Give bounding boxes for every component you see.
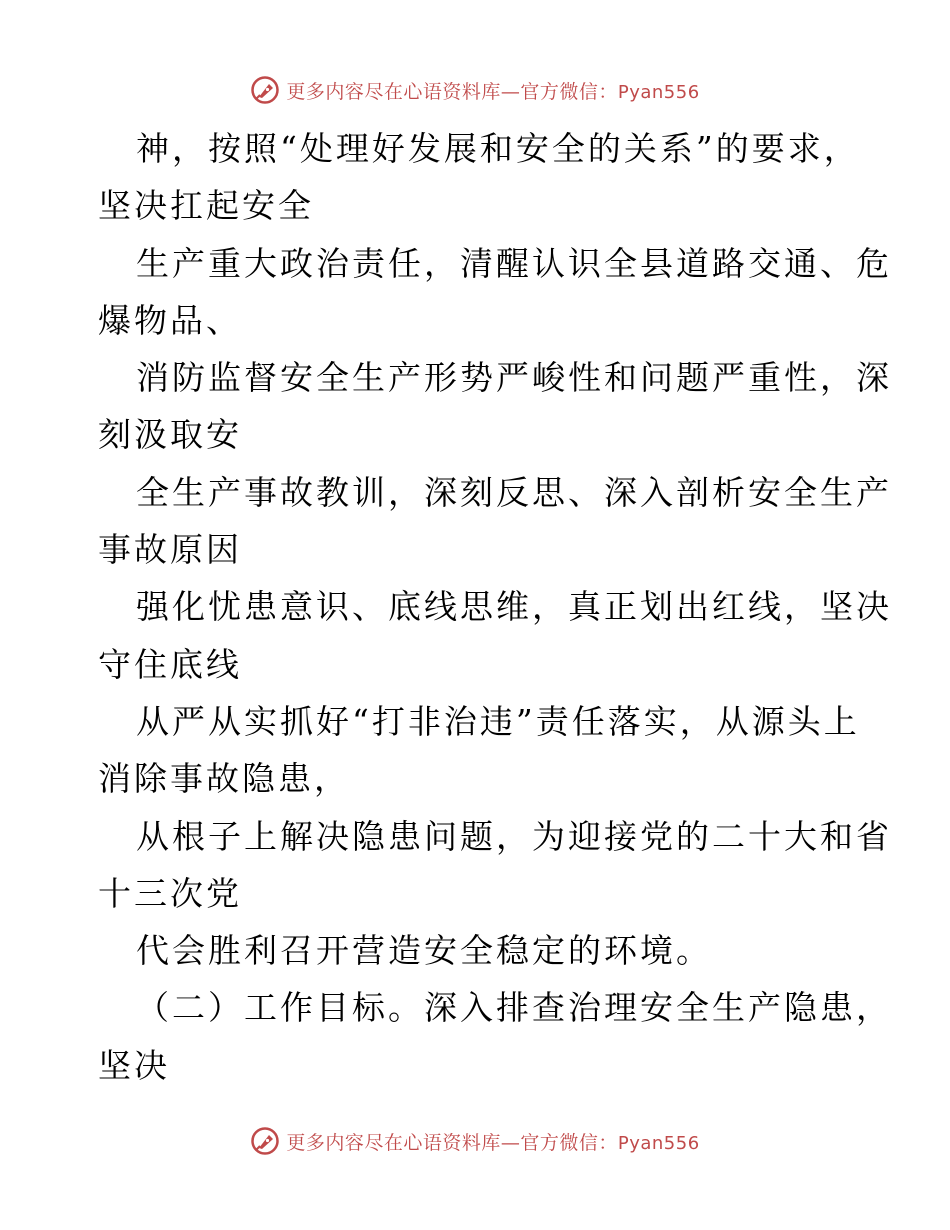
pen-nib-logo-icon bbox=[250, 75, 280, 105]
text-line: 强化忧患意识、底线思维，真正划出红线，坚决 bbox=[136, 587, 892, 627]
text-line: 事故原因 bbox=[98, 530, 242, 570]
footer-watermark bbox=[0, 1121, 950, 1161]
text-line: 刻汲取安 bbox=[98, 415, 242, 455]
header-watermark bbox=[0, 70, 950, 110]
document-body bbox=[98, 120, 892, 1094]
text-line: 爆物品、 bbox=[98, 300, 242, 340]
text-line: 生产重大政治责任，清醒认识全县道路交通、危 bbox=[136, 243, 892, 283]
header-watermark-text: 更多内容尽在心语资料库—官方微信：Pyan556 bbox=[286, 80, 700, 103]
footer-watermark-text: 更多内容尽在心语资料库—官方微信：Pyan556 bbox=[286, 1131, 700, 1154]
text-line: 从严从实抓好“打非治违”责任落实，从源头上 bbox=[136, 701, 860, 741]
text-line: 十三次党 bbox=[98, 873, 242, 913]
text-line: 坚决扛起安全 bbox=[98, 186, 314, 226]
pen-nib-logo-icon bbox=[250, 1126, 280, 1156]
text-line: 消防监督安全生产形势严峻性和问题严重性，深 bbox=[136, 358, 892, 398]
text-line: 消除事故隐患， bbox=[98, 759, 350, 799]
text-line: 神，按照“处理好发展和安全的关系”的要求， bbox=[136, 129, 860, 168]
wechat-id: Pyan556 bbox=[617, 81, 700, 103]
text-line: 守住底线 bbox=[98, 644, 242, 684]
text-line: 全生产事故教训，深刻反思、深入剖析安全生产 bbox=[136, 472, 892, 512]
text-line: （二）工作目标。深入排查治理安全生产隐患， bbox=[136, 988, 892, 1028]
text-line: 坚决 bbox=[98, 1045, 170, 1085]
wechat-id: Pyan556 bbox=[617, 1132, 700, 1154]
text-line: 从根子上解决隐患问题，为迎接党的二十大和省 bbox=[136, 816, 892, 856]
text-line: 代会胜利召开营造安全稳定的环境。 bbox=[136, 931, 712, 971]
